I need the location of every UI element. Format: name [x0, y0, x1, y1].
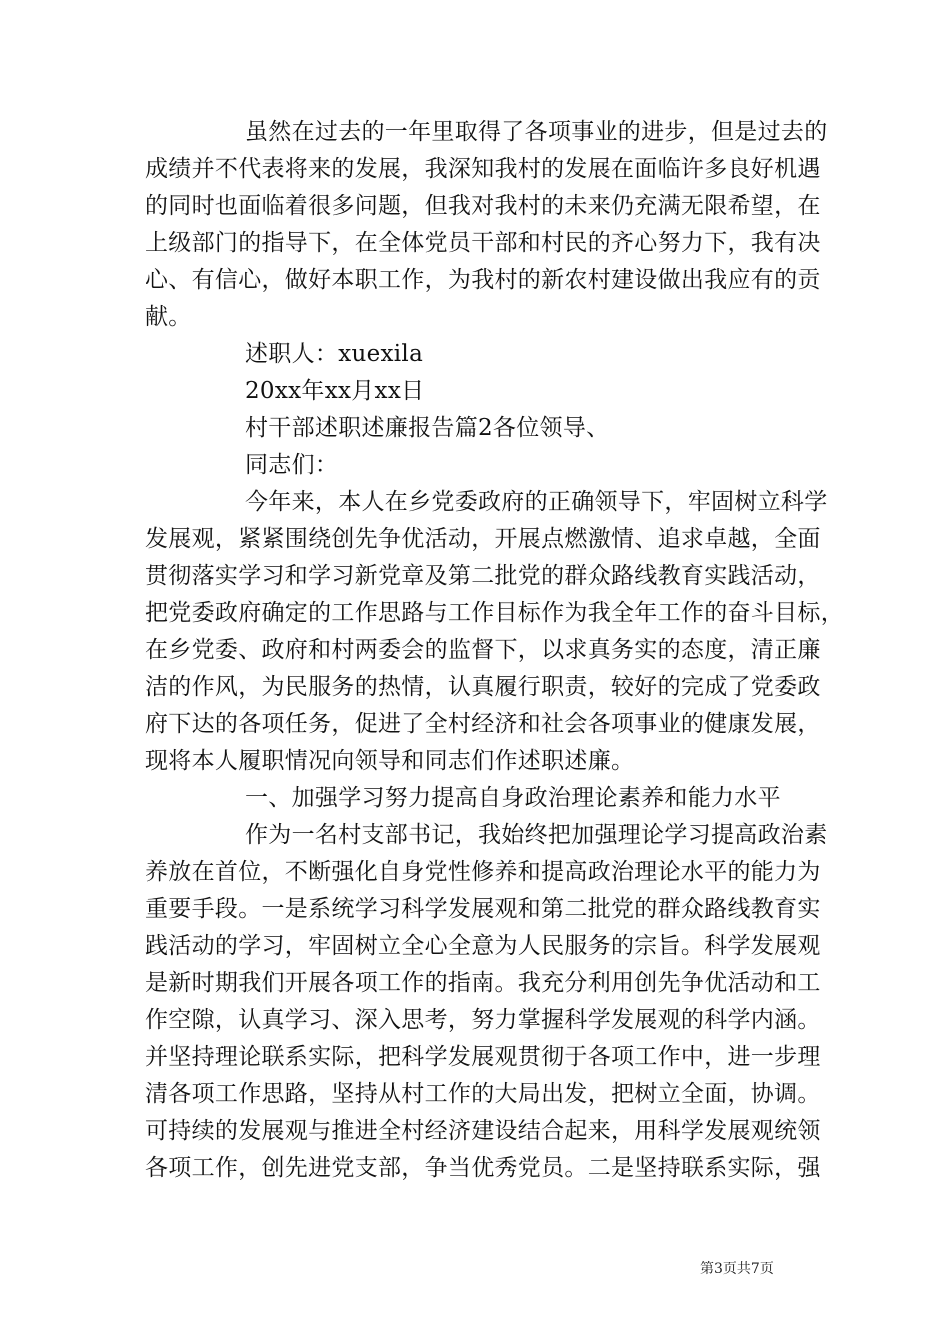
paragraph-line: 发展观，紧紧围绕创先争优活动，开展点燃激情、追求卓越，全面: [145, 526, 821, 552]
paragraph-line: 成绩并不代表将来的发展，我深知我村的发展在面临许多良好机遇: [145, 156, 821, 182]
paragraph-line: 作空隙，认真学习、深入思考，努力掌握科学发展观的科学内涵。: [145, 1007, 821, 1033]
paragraph-line: 是新时期我们开展各项工作的指南。我充分利用创先争优活动和工: [145, 970, 821, 996]
paragraph-line: 作为一名村支部书记，我始终把加强理论学习提高政治素: [245, 822, 828, 848]
paragraph-line: 贯彻落实学习和学习新党章及第二批党的群众路线教育实践活动，: [145, 563, 821, 589]
paragraph-line: 可持续的发展观与推进全村经济建设结合起来，用科学发展观统领: [145, 1118, 821, 1144]
paragraph-line: 把党委政府确定的工作思路与工作目标作为我全年工作的奋斗目标，: [145, 600, 844, 626]
page-number-footer: 第3页共7页: [700, 1261, 774, 1277]
paragraph-line: 在乡党委、政府和村两委会的监督下，以求真务实的态度，清正廉: [145, 637, 821, 663]
paragraph-line: 重要手段。一是系统学习科学发展观和第二批党的群众路线教育实: [145, 896, 821, 922]
paragraph-line: 心、有信心，做好本职工作，为我村的新农村建设做出我应有的贡: [145, 267, 821, 293]
salutation-line: 同志们：: [245, 452, 339, 478]
paragraph-line: 今年来，本人在乡党委政府的正确领导下，牢固树立科学: [245, 489, 828, 515]
paragraph-line: 清各项工作思路，坚持从村工作的大局出发，把树立全面，协调。: [145, 1081, 821, 1107]
paragraph-line: 献。: [145, 304, 192, 330]
paragraph-line: 的同时也面临着很多问题，但我对我村的未来仍充满无限希望，在: [145, 193, 821, 219]
paragraph-line: 上级部门的指导下，在全体党员干部和村民的齐心努力下，我有决: [145, 230, 821, 256]
date-line: 20xx年xx月xx日: [245, 378, 425, 404]
paragraph-line: 并坚持理论联系实际，把科学发展观贯彻于各项工作中，进一步理: [145, 1044, 821, 1070]
paragraph-line: 府下达的各项任务，促进了全村经济和社会各项事业的健康发展，: [145, 711, 821, 737]
report-title-line: 村干部述职述廉报告篇2各位领导、: [245, 415, 610, 441]
signature-line: 述职人：xuexila: [245, 341, 424, 367]
paragraph-line: 养放在首位，不断强化自身党性修养和提高政治理论水平的能力为: [145, 859, 821, 885]
document-body: [145, 114, 844, 1187]
paragraph-line: 现将本人履职情况向领导和同志们作述职述廉。: [145, 748, 635, 774]
paragraph-line: 洁的作风，为民服务的热情，认真履行职责，较好的完成了党委政: [145, 674, 821, 700]
paragraph-line: 虽然在过去的一年里取得了各项事业的进步，但是过去的: [245, 119, 828, 145]
paragraph-line: 各项工作，创先进党支部，争当优秀党员。二是坚持联系实际，强: [145, 1155, 821, 1181]
section-heading: 一、加强学习努力提高自身政治理论素养和能力水平: [245, 785, 781, 811]
paragraph-line: 践活动的学习，牢固树立全心全意为人民服务的宗旨。科学发展观: [145, 933, 821, 959]
